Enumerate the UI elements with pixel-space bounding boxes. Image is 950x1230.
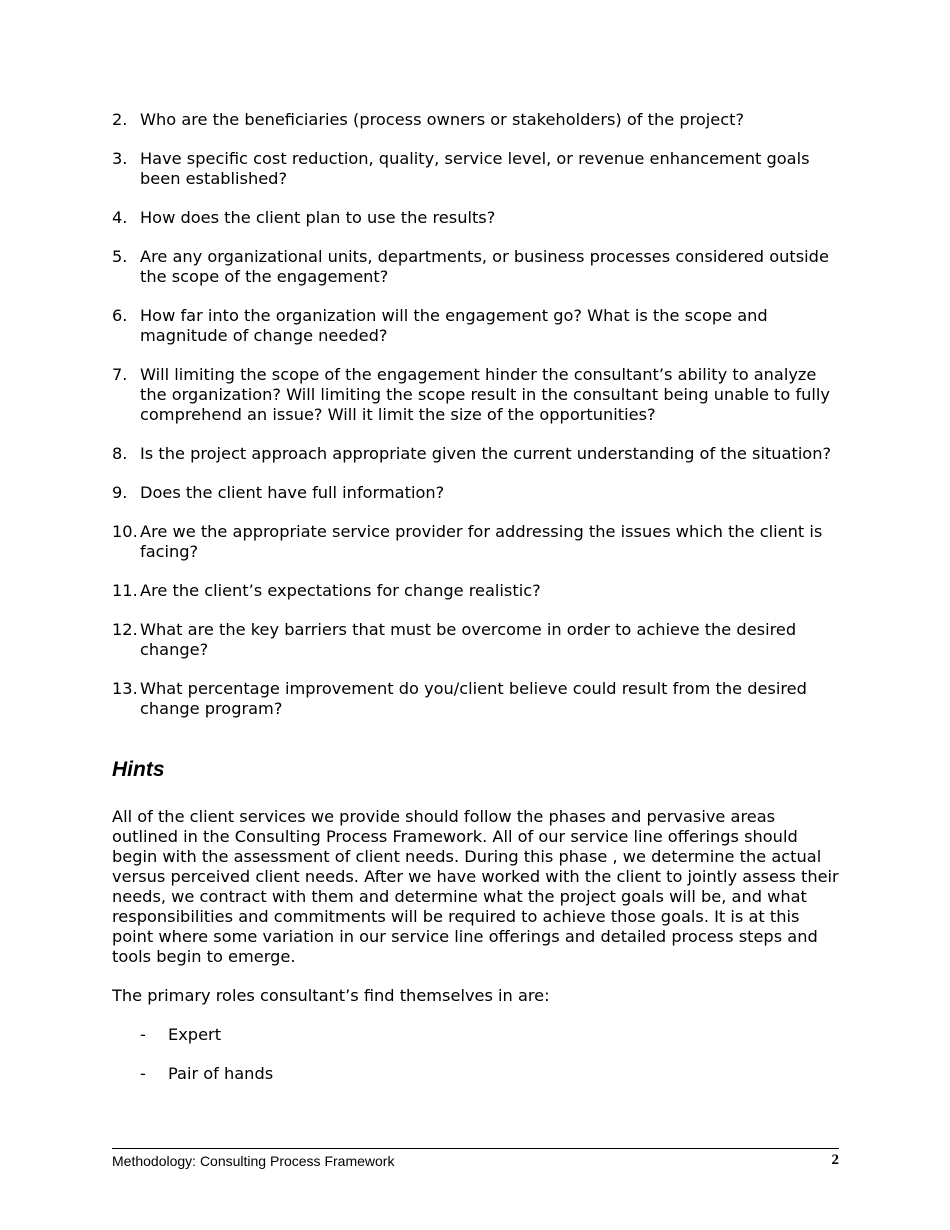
hints-paragraph: All of the client services we provide should follow the phases and pervasive areas outlined in the Consulting Process Framework. All of our service line offerings should begin with the assessment of client needs. During this phase , we determine the actual versus perceived client needs. After we have worked with the client to jointly assess their needs, we contract with them and determine what the project goals will be, and what responsibilities and commitments will be required to achieve those goals. It is at this point where some variation in our service line offerings and detailed process steps and tools begin to emerge. <box>112 807 839 966</box>
question-text: Will limiting the scope of the engagement hinder the consultant’s ability to analyze the organization? Will limiting the scope result in the consultant being unable to fully comprehend an issue? Will it limit the size of the opportunities? <box>140 365 830 424</box>
question-text: Is the project approach appropriate given the current understanding of the situation? <box>140 444 832 463</box>
page-number: 2 <box>831 1152 839 1168</box>
question-number: 13. <box>112 679 138 698</box>
question-item <box>112 365 839 425</box>
page-footer <box>112 1148 839 1171</box>
question-number: 5. <box>112 247 128 266</box>
question-item <box>112 581 839 601</box>
question-item <box>112 483 839 503</box>
dash-bullet: - <box>140 1025 146 1044</box>
question-item <box>112 679 839 719</box>
role-item-expert <box>112 1025 839 1045</box>
question-text: Are any organizational units, departments, or business processes considered outside the scope of the engagement? <box>140 247 829 286</box>
question-item <box>112 149 839 189</box>
roles-intro: The primary roles consultant’s find themselves in are: <box>112 986 550 1005</box>
question-item <box>112 208 839 228</box>
question-item <box>112 522 839 562</box>
footer-title: Methodology: Consulting Process Framework <box>112 1153 395 1169</box>
question-number: 3. <box>112 149 128 168</box>
question-text: Who are the beneficiaries (process owners or stakeholders) of the project? <box>140 110 745 129</box>
question-text: Have specific cost reduction, quality, service level, or revenue enhancement goals been established? <box>140 149 810 188</box>
roles-list <box>112 1025 839 1084</box>
question-item <box>112 444 839 464</box>
role-label: Expert <box>168 1025 222 1044</box>
question-item <box>112 306 839 346</box>
question-text: Does the client have full information? <box>140 483 445 502</box>
document-body <box>112 110 839 1103</box>
question-number: 6. <box>112 306 128 325</box>
question-number: 4. <box>112 208 128 227</box>
question-text: How does the client plan to use the results? <box>140 208 496 227</box>
question-number: 10. <box>112 522 138 541</box>
question-text: What percentage improvement do you/client believe could result from the desired change program? <box>140 679 807 718</box>
question-number: 12. <box>112 620 138 639</box>
question-number: 8. <box>112 444 128 463</box>
question-item <box>112 620 839 660</box>
dash-bullet: - <box>140 1064 146 1083</box>
question-list <box>112 110 839 719</box>
question-number: 11. <box>112 581 138 600</box>
question-text: Are we the appropriate service provider for addressing the issues which the client is facing? <box>140 522 823 561</box>
question-text: How far into the organization will the engagement go? What is the scope and magnitude of change needed? <box>140 306 768 345</box>
question-text: Are the client’s expectations for change realistic? <box>140 581 541 600</box>
role-label: Pair of hands <box>168 1064 274 1083</box>
hints-heading: Hints <box>112 758 165 781</box>
question-number: 7. <box>112 365 128 384</box>
question-number: 9. <box>112 483 128 502</box>
question-number: 2. <box>112 110 128 129</box>
question-item <box>112 247 839 287</box>
question-text: What are the key barriers that must be overcome in order to achieve the desired change? <box>140 620 797 659</box>
question-item <box>112 110 839 130</box>
role-item-pair-of-hands <box>112 1064 839 1084</box>
